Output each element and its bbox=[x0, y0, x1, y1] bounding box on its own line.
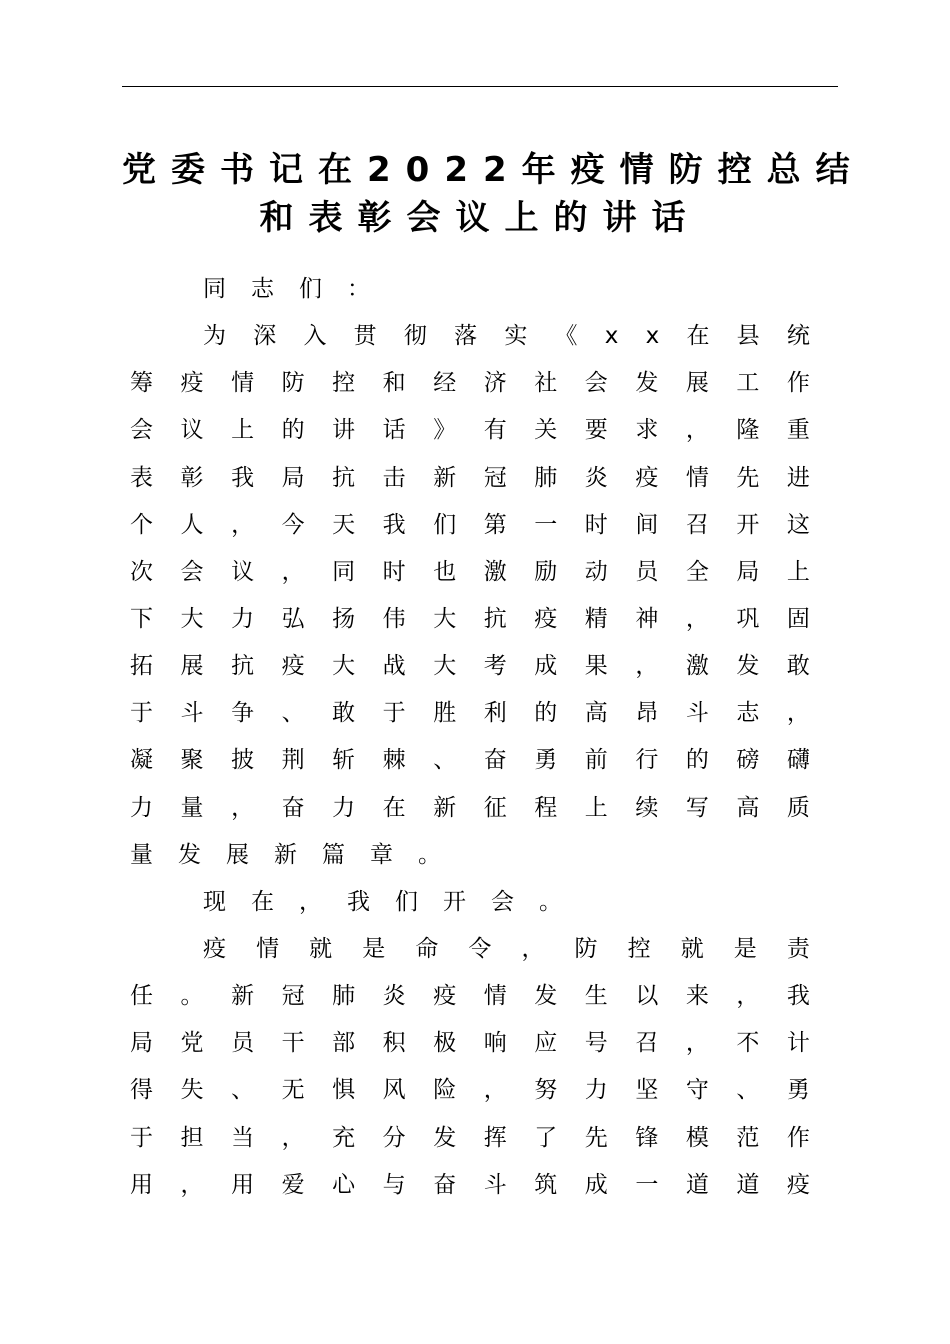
text-line: 表 彰 我 局 抗 击 新 冠 肺 炎 疫 情 先 进 bbox=[130, 464, 810, 491]
text-line: 量发展新篇章。 bbox=[130, 841, 466, 868]
text-line: 现在，我们开会。 bbox=[203, 888, 587, 915]
text-line: 力 量 ， 奋 力 在 新 征 程 上 续 写 高 质 bbox=[130, 794, 810, 821]
text-line: 下 大 力 弘 扬 伟 大 抗 疫 精 神 ， 巩 固 bbox=[130, 605, 810, 632]
text-line: 筹 疫 情 防 控 和 经 济 社 会 发 展 工 作 bbox=[130, 370, 810, 397]
text-line: 用 ， 用 爱 心 与 奋 斗 筑 成 一 道 道 疫 bbox=[130, 1171, 810, 1198]
title-line-2: 和表彰会议上的讲话 bbox=[259, 198, 701, 238]
text-line: 于 斗 争 、 敢 于 胜 利 的 高 昂 斗 志 ， bbox=[130, 700, 810, 727]
body-text bbox=[130, 266, 810, 1209]
text-line: 得 失 、 无 惧 风 险 ， 努 力 坚 守 、 勇 bbox=[130, 1077, 810, 1104]
text-line: 个 人 ， 今 天 我 们 第 一 时 间 召 开 这 bbox=[130, 511, 810, 538]
text-line: 同志们： bbox=[203, 276, 395, 302]
title-line-1: 党委书记在2022年疫情防控总结 bbox=[122, 150, 865, 190]
text-line: 于 担 当 ， 充 分 发 挥 了 先 锋 模 范 作 bbox=[130, 1124, 810, 1151]
text-line: 任 。 新 冠 肺 炎 疫 情 发 生 以 来 ， 我 bbox=[130, 983, 810, 1010]
text-line: 局 党 员 干 部 积 极 响 应 号 召 ， 不 计 bbox=[130, 1030, 810, 1057]
text-line: 凝 聚 披 荆 斩 棘 、 奋 勇 前 行 的 磅 礴 bbox=[130, 747, 810, 774]
document-title bbox=[122, 146, 865, 242]
text-line: 会 议 上 的 讲 话 》 有 关 要 求 ， 隆 重 bbox=[130, 417, 810, 444]
text-line: 次 会 议 ， 同 时 也 激 励 动 员 全 局 上 bbox=[130, 558, 810, 585]
text-line: 拓 展 抗 疫 大 战 大 考 成 果 ， 激 发 敢 bbox=[130, 653, 810, 680]
header-rule bbox=[122, 86, 838, 87]
text-line: 为 深 入 贯 彻 落 实 《 x x 在 县 统 bbox=[203, 323, 810, 350]
text-line: 疫 情 就 是 命 令 ， 防 控 就 是 责 bbox=[203, 935, 810, 962]
